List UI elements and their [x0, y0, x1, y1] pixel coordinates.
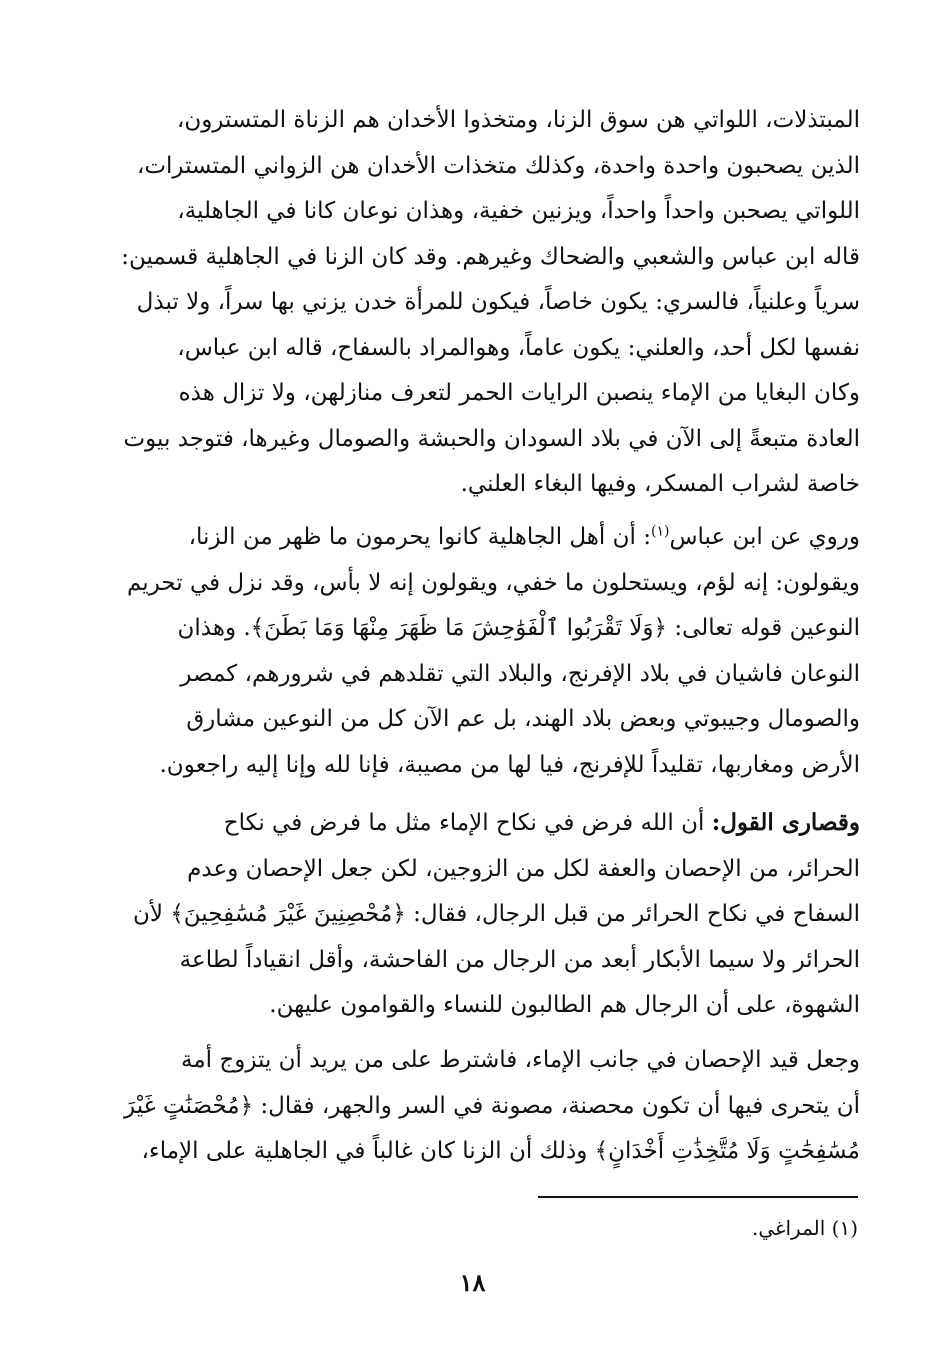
quran-verse: ﴿وَلَا تَقْرَبُوا ٱلْفَوَٰحِشَ مَا ظَهَرَ مِنْهَا وَمَا بَطَنَ﴾: [250, 615, 668, 641]
text-line: وكان البغايا من الإماء ينصبن الرايات الحمر لتعرف منازلهن، ولا تزال هذه: [178, 380, 860, 406]
paragraph-4-text: [90, 1038, 860, 1175]
text-line: الذين يصحبون واحدة واحدة، وكذلك متخذات الأخدان هن الزواني المتسترات،: [136, 152, 860, 179]
text-line: [90, 800, 860, 847]
text-line: الأرض ومغاربها، تقليداً للإفرنج، فيا لها من مصيبة، فإنا لله وإنا إليه راجعون.: [159, 751, 860, 778]
text-line: العادة متبعةً إلى الآن في بلاد السودان والحبشة والصومال وغيرها، فتوجد بيوت: [123, 425, 860, 452]
text-line: اللواتي يصحبن واحداً واحداً، ويزنين خفية، وهذان نوعان كانا في الجاهلية،: [177, 198, 860, 224]
paragraph-4: [90, 1038, 860, 1175]
text-fragment: لأن: [132, 901, 171, 927]
page-number: ١٨: [459, 1268, 486, 1297]
quran-verse: ﴿مُحْصَنَٰتٍ غَيْرَ: [124, 1092, 254, 1119]
text-fragment: السفاح في نكاح الحرائر من قبل الرجال، فقال:: [405, 901, 860, 927]
text-line: وجعل قيد الإحصان في جانب الإماء، فاشترط على من يريد أن يتزوج أمة: [181, 1047, 860, 1073]
text-line: [90, 606, 860, 652]
quran-verse: مُسَٰفِحَٰتٍ وَلَا مُتَّخِذَٰتِ أَخْدَانٍ﴾: [594, 1138, 860, 1164]
text-fragment: وروي عن ابن عباس: [669, 524, 860, 550]
text-line: ويقولون: إنه لؤم، ويستحلون ما خفي، ويقولون إنه لا بأس، وقد نزل في تحريم: [127, 569, 860, 596]
text-fragment: وذلك أن الزنا كان غالباً في الجاهلية على الإماء،: [141, 1138, 595, 1164]
text-line: [90, 892, 860, 938]
text-line: نفسها لكل أحد، والعلني: يكون عاماً، وهوالمراد بالسفاح، قاله ابن عباس،: [177, 334, 860, 361]
text-line: النوعان فاشيان في بلاد الإفرنج، والبلاد التي تقلدهم في شرورهم، كمصر: [180, 660, 860, 687]
text-line: سرياً وعلنياً، فالسري: يكون خاصاً، فيكون للمرأة خدن يزني بها سراً، ولا تبذل: [136, 289, 860, 315]
paragraph-1: [90, 98, 860, 508]
footnote-marker: (١): [650, 523, 670, 540]
text-fragment: : أن أهل الجاهلية كانوا يحرمون ما ظهر من الزنا،: [188, 524, 651, 550]
footnote: (١) المراغي.: [751, 1216, 858, 1240]
bold-lead-phrase: وقصارى القول:: [711, 809, 860, 836]
text-fragment: أن يتحرى فيها أن تكون محصنة، مصونة في السر والجهر، فقال:: [253, 1092, 860, 1119]
text-fragment: . وهذان: [177, 615, 251, 641]
text-fragment: النوعين قوله تعالى:: [667, 615, 860, 641]
quran-verse: ﴿مُحْصِنِينَ غَيْرَ مُسَٰفِحِينَ﴾: [170, 901, 406, 927]
text-line: الحرائر ولا سيما الأبكار أبعد من الرجال من الفاحشة، وأقل انقياداً لطاعة: [179, 946, 860, 973]
text-line: المبتذلات، اللواتي هن سوق الزنا، ومتخذوا الأخدان هم الزناة المتسترون،: [176, 107, 860, 133]
paragraph-1-text: [90, 98, 860, 508]
paragraph-2: [90, 515, 860, 788]
text-line: [90, 1084, 860, 1130]
text-line: الشهوة، على أن الرجال هم الطالبون للنساء والقوامون عليهن.: [269, 992, 860, 1018]
paragraph-2-text: [90, 515, 860, 788]
paragraph-3: [90, 800, 860, 1029]
text-line: الحرائر، من الإحصان والعفة لكل من الزوجين، لكن جعل الإحصان وعدم: [187, 855, 860, 882]
text-line: قاله ابن عباس والشعبي والضحاك وغيرهم. وقد كان الزنا في الجاهلية قسمين:: [121, 243, 860, 270]
text-line: [90, 515, 860, 561]
footnote-divider: [538, 1196, 858, 1198]
paragraph-3-text: [90, 800, 860, 1029]
text-line: والصومال وجيبوتي وبعض بلاد الهند، بل عم الآن كل من النوعين مشارق: [186, 706, 860, 732]
text-line: خاصة لشراب المسكر، وفيها البغاء العلني.: [460, 471, 860, 497]
text-line: [90, 1129, 860, 1175]
text-fragment: أن الله فرض في نكاح الإماء مثل ما فرض في نكاح: [223, 810, 712, 836]
